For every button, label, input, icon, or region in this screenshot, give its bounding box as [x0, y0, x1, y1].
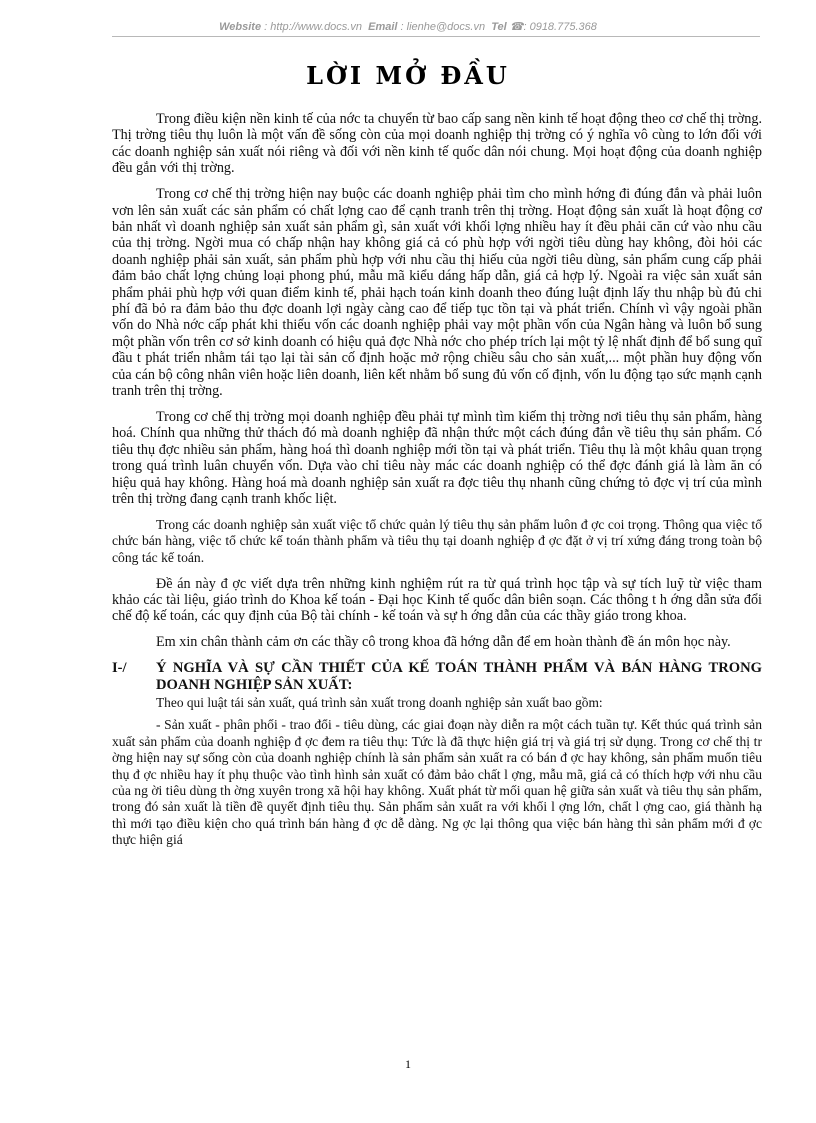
section-title: Ý NGHĨA VÀ SỰ CẦN THIẾT CỦA KẾ TOÁN THÀNH PHẨM VÀ BÁN HÀNG TRONG DOANH NGHIỆP SẢN XUẤT: [156, 660, 762, 693]
document-body [112, 111, 762, 858]
section-lead: Theo qui luật tái sản xuất, quá trình sản xuất trong doanh nghiệp sản xuất bao gồm: [156, 695, 603, 710]
page-title: LỜI MỞ ĐẦU [306, 61, 510, 90]
paragraph-4: Trong các doanh nghiệp sản xuất việc tổ chức quản lý tiêu thụ sản phẩm luôn đ ợc coi trọng. Thông qua việc tổ chức bán hàng, việc tổ chức kế toán thành phẩm và tiêu thụ tại doanh nghiệp đ ợc đặt ở vị trí xứng đáng trong toàn bộ công tác kế toán. [112, 516, 762, 565]
section-paragraph: - Sản xuất - phân phối - trao đổi - tiêu dùng, các giai đoạn này diễn ra một cách tuần tự. Kết thúc quá trình sản xuất sản phẩm của doanh nghiệp đ ợc đem ra tiêu thụ: Tức là đã thực hiện giá trị và giá trị sử dụng. Trong cơ chế thị tr ờng hiện nay sự sống còn của doanh nghiệp chính là sản phẩm sản xuất ra có bán đ ợc hay không, sản phẩm muốn tiêu thụ đ ợc nhiều hay ít phụ thuộc vào tình hình sản xuất có đảm bảo chất l ợng, mẫu mã, giá cả có thích hợp với nhu cầu của ng ời tiêu dùng th ờng xuyên trong xã hội hay không. Xuất phát từ mối quan hệ giữa sản xuất và tiêu thụ sản phẩm, trong đó sản xuất là tiền đề quyết định tiêu thụ. Sản phẩm sản xuất ra với khối l ợng lớn, chất l ợng cao, giá thành hạ thì mới tạo điều kiện cho quá trình bán hàng đ ợc dễ dàng. Ng ợc lại thông qua việc bán hàng thì sản phẩm mới đ ợc thực hiện giá [112, 717, 762, 848]
paragraph-6: Em xin chân thành cảm ơn các thầy cô trong khoa đã hớng dẫn để em hoàn thành đề án môn học này. [156, 634, 731, 651]
section-heading [112, 660, 762, 693]
email-label: Email [368, 21, 398, 33]
phone-icon: ☎ [509, 21, 524, 33]
section-number: I-/ [112, 660, 127, 677]
tel-label: Tel [491, 21, 507, 33]
website-label: Website [219, 21, 262, 33]
tel-value: : 0918.775.368 [523, 21, 597, 33]
page-header [0, 20, 816, 33]
page-number: 1 [405, 1057, 411, 1071]
header-divider [112, 36, 760, 37]
email-value: : lienhe@docs.vn [400, 21, 486, 33]
paragraph-3: Trong cơ chế thị trờng mọi doanh nghiệp đều phải tự mình tìm kiếm thị trờng nơi tiêu thụ sản phẩm, hàng hoá. Chính qua những thử thách đó mà doanh nghiệp đã nhận thức một cách đúng đắn về tiêu thụ sản phẩm. Có tiêu thụ đợc nhiều sản phẩm, hàng hoá thì doanh nghiệp mới tồn tại và phát triển. Tiêu thụ là một khâu quan trọng trong quá trình luân chuyển vốn. Dựa vào chỉ tiêu này mác các doanh nghiệp có thể đợc đánh giá là làm ăn có hiệu quả hay không. Hàng hoá mà doanh nghiệp sản xuất ra đợc tiêu thụ nhanh cũng chứng tỏ đợc vị trí của mình trên thị trờng đang cạnh tranh khốc liệt. [112, 408, 762, 507]
paragraph-1: Trong điều kiện nền kinh tế của nớc ta chuyển từ bao cấp sang nền kinh tế hoạt động theo cơ chế thị trờng. Thị trờng tiêu thụ luôn là một vấn đề sống còn của mọi doanh nghiệp thị trờng có ý nghĩa vô cùng to lớn đối với các doanh nghiệp sản xuất nói riêng và đối với nền kinh tế quốc dân nói chung. Mọi hoạt động của doanh nghiệp đều gắn với thị trờng. [112, 111, 762, 177]
website-value: : http://www.docs.vn [264, 21, 362, 33]
paragraph-2: Trong cơ chế thị trờng hiện nay buộc các doanh nghiệp phải tìm cho mình hớng đi đúng đắn và phải luôn vơn lên sản xuất các sản phẩm có chất lợng cao để cạnh tranh trên thị trờng. Hoạt động sản xuất là hoạt động cơ bản nhất vì doanh nghiệp sản xuất sản phẩm gì, sản xuất với khối lợng nhiều hay ít đều phải căn cứ vào nhu cầu của thị trờng. Ngời mua có chấp nhận hay không giá cả có phù hợp với ngời tiêu dùng hay không, đòi hỏi các doanh nghiệp phải sản xuất, sản phẩm phù hợp với nhu cầu thị hiếu của ngời tiêu dùng, sản phẩm cung cấp phải đảm bảo chất lợng chủng loại phong phú, mẫu mã kiểu dáng hấp dẫn, giá cả hợp lý. Ngoài ra việc sản xuất sản phẩm phải phù hợp với quan điểm kinh tế, phải hạch toán kinh doanh theo đúng luật định lấy thu nhập bù đủ chi phí đã bỏ ra đảm bảo thu đợc doanh lợi ngày càng cao để tiếp tục tồn tại và phát triển. Chính vì vậy ngoài phần vốn do Nhà nớc cấp phát khi thiếu vốn các doanh nghiệp phải vay một phần vốn của Ngân hàng và luôn bổ sung một phần vốn trên cơ sở kinh doanh có hiệu quả đợc Nhà nớc cho phép trích lại một tỷ lệ nhất định để bổ sung quĩ đầu t phát triển nhằm tái tạo lại tài sản cố định hoặc mở rộng chiều sâu cho sản xuất,... một phần huy động vốn của cán bộ công nhân viên hoặc liên doanh, liên kết nhằm bổ sung đủ vốn cố định, vốn lu động tạo sức mạnh cạnh tranh trên thị trờng. [112, 186, 762, 399]
paragraph-5: Đề án này đ ợc viết dựa trên những kinh nghiệm rút ra từ quá trình học tập và sự tích luỹ từ việc tham khảo các tài liệu, giáo trình do Khoa kế toán - Đại học Kinh tế quốc dân biên soạn. Các thông t h ớng dẫn sửa đổi chế độ kế toán, các quy định của Bộ tài chính - kế toán và sự h ớng dẫn của các thầy giáo trong khoa. [112, 575, 762, 625]
